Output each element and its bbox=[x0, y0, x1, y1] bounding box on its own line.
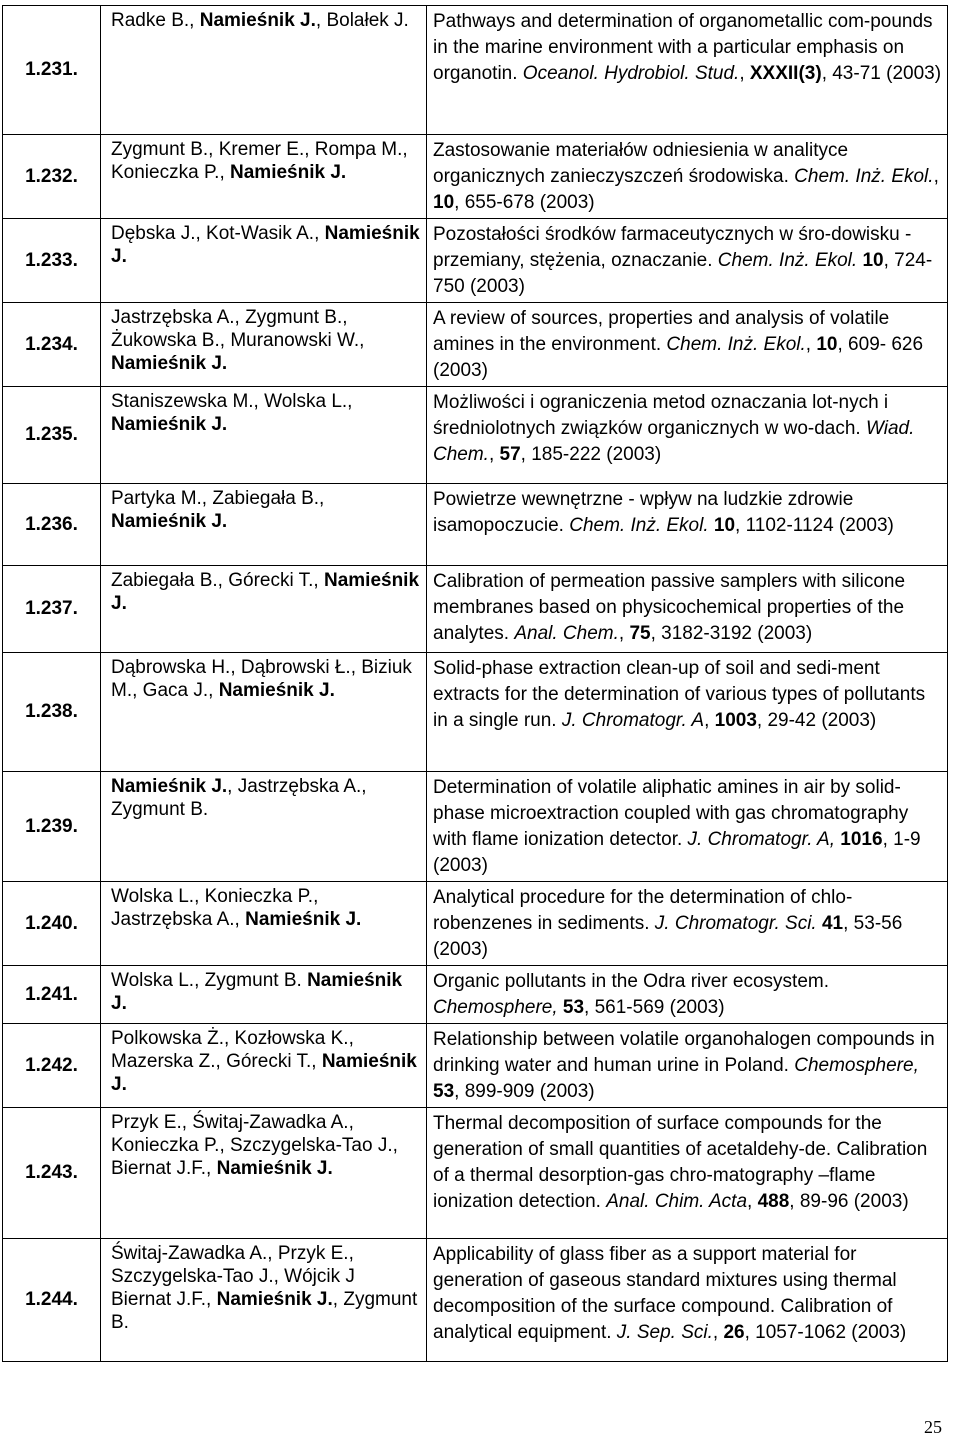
citation-text: , 1102-1124 (2003) bbox=[735, 515, 894, 536]
table-row bbox=[3, 772, 948, 882]
entry-number: 1.237. bbox=[3, 566, 101, 653]
citation-cell bbox=[427, 1024, 948, 1108]
citation-text: Pathways and determination of organometallic com-pounds in the marine environment with a particular emphasis on organotin. bbox=[433, 11, 933, 84]
citation-text: , bbox=[618, 623, 630, 644]
entry-number: 1.239. bbox=[3, 772, 101, 882]
authors-cell bbox=[101, 772, 427, 882]
citation-text: , 899-909 (2003) bbox=[454, 1081, 595, 1102]
author-highlighted: Namieśnik J. bbox=[218, 680, 335, 701]
author-names: , Jastrzębska A., Zygmunt B. bbox=[111, 776, 367, 820]
journal-volume: 53 bbox=[562, 997, 585, 1018]
author-names: Jastrzębska A., Zygmunt B., Żukowska B., Muranowski W., bbox=[111, 307, 365, 351]
journal-volume: 10 bbox=[816, 334, 838, 355]
author-highlighted: Namieśnik J. bbox=[245, 909, 362, 930]
citation-cell bbox=[427, 1108, 948, 1239]
authors-cell bbox=[101, 653, 427, 772]
authors-cell bbox=[101, 484, 427, 566]
entry-number: 1.241. bbox=[3, 966, 101, 1024]
authors-cell bbox=[101, 966, 427, 1024]
authors-cell bbox=[101, 303, 427, 387]
citation-text: , bbox=[739, 63, 750, 84]
entry-number: 1.232. bbox=[3, 135, 101, 219]
table-row bbox=[3, 6, 948, 135]
author-highlighted: Namieśnik J. bbox=[199, 10, 316, 31]
citation-text: , 655-678 (2003) bbox=[454, 192, 595, 213]
author-names: Staniszewska M., Wolska L., bbox=[111, 391, 353, 412]
author-names: Polkowska Ż., Kozłowska K., Mazerska Z., Górecki T., bbox=[111, 1028, 354, 1072]
journal-volume: 41 bbox=[821, 913, 844, 934]
journal-name: J. Sep. Sci. bbox=[616, 1322, 713, 1343]
authors-cell bbox=[101, 1024, 427, 1108]
journal-name: J. Chromatogr. Sci. bbox=[654, 913, 817, 934]
citation-text: Relationship between volatile organohalogen compounds in drinking water and human urine in Poland. bbox=[433, 1029, 935, 1076]
citation-text: , bbox=[488, 444, 500, 465]
table-row bbox=[3, 219, 948, 303]
citation-cell bbox=[427, 219, 948, 303]
author-highlighted: Namieśnik J. bbox=[111, 511, 228, 532]
entry-number: 1.240. bbox=[3, 882, 101, 966]
citation-text: Organic pollutants in the Odra river ecosystem. bbox=[433, 971, 830, 992]
authors-cell bbox=[101, 566, 427, 653]
journal-name: Chem. Inż. Ekol. bbox=[666, 334, 806, 355]
author-highlighted: Namieśnik J. bbox=[111, 223, 420, 267]
author-names: Dębska J., Kot-Wasik A., bbox=[111, 223, 325, 244]
journal-volume: 10 bbox=[713, 515, 736, 536]
table-row bbox=[3, 484, 948, 566]
journal-volume: 53 bbox=[433, 1081, 455, 1102]
authors-cell bbox=[101, 882, 427, 966]
table-row bbox=[3, 1239, 948, 1362]
journal-volume: 488 bbox=[757, 1191, 790, 1212]
journal-name: Anal. Chem. bbox=[514, 623, 619, 644]
journal-name: Chem. Inż. Ekol. bbox=[717, 250, 858, 271]
author-names: Zabiegała B., Górecki T., bbox=[111, 570, 324, 591]
table-row bbox=[3, 1108, 948, 1239]
citation-text: Pozostałości środków farmaceutycznych w śro-dowisku - przemiany, stężenia, oznaczanie. bbox=[433, 224, 912, 271]
citation-text: A review of sources, properties and analysis of volatile amines in the environment. bbox=[433, 308, 890, 355]
table-row bbox=[3, 387, 948, 484]
citation-text: , 43-71 (2003) bbox=[821, 63, 942, 84]
author-highlighted: Namieśnik J. bbox=[230, 162, 347, 183]
authors-cell bbox=[101, 387, 427, 484]
journal-name: Chem. Inż. Ekol. bbox=[794, 166, 934, 187]
citation-text: Thermal decomposition of surface compounds for the generation of small quantities of acetaldehy-de. Calibration of a thermal desorption-gas chro-matography –flame ionization detection. bbox=[433, 1113, 928, 1212]
journal-volume: 75 bbox=[629, 623, 651, 644]
page-number: 25 bbox=[924, 1417, 942, 1437]
citation-text: Powietrze wewnętrzne - wpływ na ludzkie zdrowie isamopoczucie. bbox=[433, 489, 854, 536]
citation-text: , 3182-3192 (2003) bbox=[650, 623, 813, 644]
journal-name: Chemosphere, bbox=[794, 1055, 919, 1076]
table-row bbox=[3, 303, 948, 387]
entry-number: 1.244. bbox=[3, 1239, 101, 1362]
citation-cell bbox=[427, 653, 948, 772]
entry-number: 1.235. bbox=[3, 387, 101, 484]
journal-name: Anal. Chim. Acta bbox=[606, 1191, 748, 1212]
table-row bbox=[3, 566, 948, 653]
table-row bbox=[3, 1024, 948, 1108]
author-names: Wolska L., Konieczka P., Jastrzębska A., bbox=[111, 886, 319, 930]
publications-table-body bbox=[3, 6, 948, 1362]
citation-cell bbox=[427, 772, 948, 882]
table-row bbox=[3, 135, 948, 219]
publications-table bbox=[2, 5, 948, 1362]
citation-cell bbox=[427, 303, 948, 387]
author-names: , Zygmunt B. bbox=[111, 1289, 418, 1333]
citation-cell bbox=[427, 6, 948, 135]
journal-volume: 1003 bbox=[714, 710, 757, 731]
journal-volume: 57 bbox=[499, 444, 521, 465]
author-highlighted: Namieśnik J. bbox=[216, 1158, 333, 1179]
citation-cell bbox=[427, 1239, 948, 1362]
author-names: Partyka M., Zabiegała B., bbox=[111, 488, 325, 509]
entry-number: 1.233. bbox=[3, 219, 101, 303]
citation-text: , bbox=[747, 1191, 758, 1212]
journal-name: Oceanol. Hydrobiol. Stud. bbox=[522, 63, 740, 84]
authors-cell bbox=[101, 1108, 427, 1239]
journal-volume: 26 bbox=[723, 1322, 745, 1343]
citation-text: Zastosowanie materiałów odniesienia w analityce organicznych zanieczyszczeń środowiska. bbox=[433, 140, 849, 187]
entry-number: 1.242. bbox=[3, 1024, 101, 1108]
entry-number: 1.236. bbox=[3, 484, 101, 566]
authors-cell bbox=[101, 219, 427, 303]
citation-cell bbox=[427, 135, 948, 219]
journal-name: J. Chromatogr. A, bbox=[687, 829, 836, 850]
citation-text: , bbox=[712, 1322, 724, 1343]
author-names: Radke B., bbox=[111, 10, 200, 31]
author-names: Przyk E., Świtaj-Zawadka A., Konieczka P., Szczygelska-Tao J., Biernat J.F., bbox=[111, 1112, 398, 1179]
citation-text: Determination of volatile aliphatic amines in air by solid-phase microextraction coupled with gas chromatography with flame ionization detector. bbox=[433, 777, 909, 850]
author-names: Świtaj-Zawadka A., Przyk E., Szczygelska-Tao J., Wójcik J Biernat J.F., bbox=[111, 1243, 355, 1310]
table-row bbox=[3, 966, 948, 1024]
citation-text: , bbox=[704, 710, 715, 731]
author-names: Wolska L., Zygmunt B. bbox=[111, 970, 308, 991]
authors-cell bbox=[101, 135, 427, 219]
journal-name: Wiad. Chem. bbox=[433, 418, 915, 465]
citation-text: , 1057-1062 (2003) bbox=[744, 1322, 907, 1343]
author-highlighted: Namieśnik J. bbox=[111, 776, 228, 797]
author-names: Dąbrowska H., Dąbrowski Ł., Biziuk M., Gaca J., bbox=[111, 657, 412, 701]
author-names: Zygmunt B., Kremer E., Rompa M., Konieczka P., bbox=[111, 139, 408, 183]
citation-text: Solid-phase extraction clean-up of soil and sedi-ment extracts for the determination of various types of pollutants in a single run. bbox=[433, 658, 926, 731]
author-highlighted: Namieśnik J. bbox=[111, 414, 228, 435]
citation-text: , 89-96 (2003) bbox=[789, 1191, 909, 1212]
authors-cell bbox=[101, 6, 427, 135]
entry-number: 1.238. bbox=[3, 653, 101, 772]
citation-text: Możliwości i ograniczenia metod oznaczania lot-nych i średniolotnych związków organicznych w wo-dach. bbox=[433, 392, 889, 439]
entry-number: 1.234. bbox=[3, 303, 101, 387]
author-highlighted: Namieśnik J. bbox=[216, 1289, 333, 1310]
author-highlighted: Namieśnik J. bbox=[111, 570, 420, 614]
journal-name: J. Chromatogr. A bbox=[561, 710, 705, 731]
citation-text: , 561-569 (2003) bbox=[584, 997, 725, 1018]
citation-cell bbox=[427, 966, 948, 1024]
citation-text: , 53-56 (2003) bbox=[433, 913, 903, 960]
citation-text: , bbox=[805, 334, 817, 355]
author-names: , Bolałek J. bbox=[315, 10, 409, 31]
table-row bbox=[3, 882, 948, 966]
author-highlighted: Namieśnik J. bbox=[111, 970, 403, 1014]
citation-text: , 609- 626 (2003) bbox=[433, 334, 924, 381]
journal-volume: XXXII(3) bbox=[749, 63, 822, 84]
citation-text: , bbox=[933, 166, 939, 187]
journal-name: Chemosphere, bbox=[433, 997, 558, 1018]
authors-cell bbox=[101, 1239, 427, 1362]
citation-cell bbox=[427, 484, 948, 566]
journal-volume: 1016 bbox=[840, 829, 883, 850]
citation-text: , 724-750 (2003) bbox=[433, 250, 933, 297]
citation-text: , 1-9 (2003) bbox=[433, 829, 921, 876]
journal-volume: 10 bbox=[862, 250, 884, 271]
citation-text: Applicability of glass fiber as a support material for generation of gaseous standard mixtures using thermal decomposition of the surface compound. Calibration of analytical equipment. bbox=[433, 1244, 897, 1343]
entry-number: 1.231. bbox=[3, 6, 101, 135]
citation-cell bbox=[427, 882, 948, 966]
author-highlighted: Namieśnik J. bbox=[111, 353, 228, 374]
table-row bbox=[3, 653, 948, 772]
citation-text: , 29-42 (2003) bbox=[756, 710, 877, 731]
citation-cell bbox=[427, 566, 948, 653]
journal-name: Chem. Inż. Ekol. bbox=[569, 515, 709, 536]
citation-text: Analytical procedure for the determination of chlo-robenzenes in sediments. bbox=[433, 887, 853, 934]
citation-text: Calibration of permeation passive samplers with silicone membranes based on physicochemical properties of the analytes. bbox=[433, 571, 906, 644]
citation-text: , 185-222 (2003) bbox=[520, 444, 662, 465]
citation-cell bbox=[427, 387, 948, 484]
author-highlighted: Namieśnik J. bbox=[111, 1051, 417, 1095]
journal-volume: 10 bbox=[433, 192, 455, 213]
entry-number: 1.243. bbox=[3, 1108, 101, 1239]
